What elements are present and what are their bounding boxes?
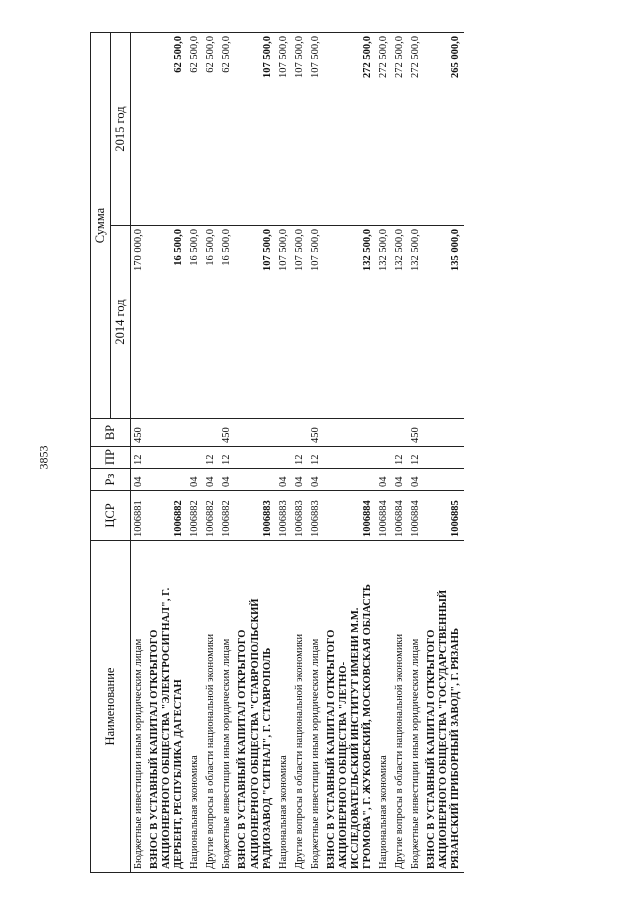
rotated-page (90, 33, 640, 873)
row-pr (424, 447, 464, 469)
row-csr: 1006883 (308, 491, 324, 541)
row-rz (235, 469, 275, 491)
row-pr: 12 (219, 447, 235, 469)
table-row (203, 33, 219, 873)
table-row (187, 33, 203, 873)
row-rz: 04 (392, 469, 408, 491)
row-vr (235, 419, 275, 447)
row-sum-2015: 62 500,0 (147, 33, 187, 226)
row-csr: 1006883 (235, 491, 275, 541)
row-csr: 1006883 (292, 491, 308, 541)
table-row (392, 33, 408, 873)
row-csr: 1006885 (424, 491, 464, 541)
table-row (376, 33, 392, 873)
row-name: Национальная экономика (276, 541, 292, 873)
row-pr: 12 (392, 447, 408, 469)
row-pr: 12 (131, 447, 148, 469)
row-sum-2015: 272 500,0 (392, 33, 408, 226)
row-sum-2014: 107 500,0 (235, 226, 275, 419)
row-csr: 1006882 (219, 491, 235, 541)
row-sum-2014: 107 500,0 (308, 226, 324, 419)
header-sum: Сумма (91, 33, 111, 419)
table-row (276, 33, 292, 873)
row-rz: 04 (376, 469, 392, 491)
row-vr (187, 419, 203, 447)
row-vr (292, 419, 308, 447)
table-row (308, 33, 324, 873)
header-year-2014: 2014 год (111, 226, 131, 419)
row-name: Национальная экономика (187, 541, 203, 873)
row-sum-2014: 132 500,0 (376, 226, 392, 419)
row-sum-2015: 62 500,0 (219, 33, 235, 226)
row-sum-2015: 272 500,0 (324, 33, 376, 226)
row-sum-2014: 16 500,0 (147, 226, 187, 419)
row-vr: 450 (408, 419, 424, 447)
table-row (235, 33, 275, 873)
row-sum-2014: 170 000,0 (131, 226, 148, 419)
row-sum-2014: 16 500,0 (219, 226, 235, 419)
row-rz: 04 (219, 469, 235, 491)
header-name: Наименование (91, 541, 131, 873)
row-name: Бюджетные инвестиции иным юридическим лицам (408, 541, 424, 873)
header-vr: ВР (91, 419, 131, 447)
row-csr: 1006884 (376, 491, 392, 541)
row-sum-2015 (131, 33, 148, 226)
row-vr: 450 (308, 419, 324, 447)
row-vr (276, 419, 292, 447)
row-sum-2015: 272 500,0 (408, 33, 424, 226)
table-row (408, 33, 424, 873)
table-row (131, 33, 148, 873)
table-row (147, 33, 187, 873)
table-row (292, 33, 308, 873)
row-csr: 1006884 (408, 491, 424, 541)
row-pr: 12 (408, 447, 424, 469)
row-csr: 1006882 (147, 491, 187, 541)
row-pr (187, 447, 203, 469)
row-rz (424, 469, 464, 491)
row-pr: 12 (308, 447, 324, 469)
row-vr (147, 419, 187, 447)
row-sum-2014: 132 500,0 (324, 226, 376, 419)
table-body (131, 33, 465, 873)
row-sum-2015: 62 500,0 (203, 33, 219, 226)
row-vr (424, 419, 464, 447)
row-pr (276, 447, 292, 469)
row-sum-2014: 132 500,0 (392, 226, 408, 419)
row-pr: 12 (203, 447, 219, 469)
row-pr (235, 447, 275, 469)
budget-table (90, 32, 464, 873)
row-rz: 04 (308, 469, 324, 491)
header-rz: Рз (91, 469, 131, 491)
row-rz (147, 469, 187, 491)
table-row (219, 33, 235, 873)
row-vr: 450 (219, 419, 235, 447)
header-year-2015: 2015 год (111, 33, 131, 226)
row-rz: 04 (131, 469, 148, 491)
page-number: 3853 (36, 445, 51, 470)
row-rz: 04 (276, 469, 292, 491)
row-sum-2014: 107 500,0 (276, 226, 292, 419)
row-name: Другие вопросы в области национальной экономики (292, 541, 308, 873)
row-csr: 1006882 (187, 491, 203, 541)
row-rz: 04 (408, 469, 424, 491)
row-csr: 1006882 (203, 491, 219, 541)
row-vr (203, 419, 219, 447)
row-vr (324, 419, 376, 447)
row-name: Бюджетные инвестиции иным юридическим лицам (219, 541, 235, 873)
header-csr: ЦСР (91, 491, 131, 541)
row-sum-2014: 132 500,0 (408, 226, 424, 419)
table-row (424, 33, 464, 873)
row-name: Бюджетные инвестиции иным юридическим лицам (131, 541, 148, 873)
row-rz (324, 469, 376, 491)
table-row (324, 33, 376, 873)
row-sum-2015: 62 500,0 (187, 33, 203, 226)
row-csr: 1006884 (324, 491, 376, 541)
row-pr (376, 447, 392, 469)
row-vr: 450 (131, 419, 148, 447)
row-rz: 04 (203, 469, 219, 491)
row-sum-2015: 107 500,0 (276, 33, 292, 226)
row-name: ВЗНОС В УСТАВНЫЙ КАПИТАЛ ОТКРЫТОГО АКЦИОНЕРНОГО ОБЩЕСТВА "ЛЕТНО-ИССЛЕДОВАТЕЛЬСКИЙ ИНСТИТУТ ИМЕНИ М.М. ГРОМОВА", Г. ЖУКОВСКИЙ, МОСКОВСКАЯ ОБЛАСТЬ (324, 541, 376, 873)
row-rz: 04 (187, 469, 203, 491)
row-pr (147, 447, 187, 469)
row-sum-2014: 16 500,0 (203, 226, 219, 419)
row-sum-2015: 107 500,0 (292, 33, 308, 226)
row-name: ВЗНОС В УСТАВНЫЙ КАПИТАЛ ОТКРЫТОГО АКЦИОНЕРНОГО ОБЩЕСТВА "СТАВРОПОЛЬСКИЙ РАДИОЗАВОД "СИГНАЛ", Г. СТАВРОПОЛЬ (235, 541, 275, 873)
row-name: ВЗНОС В УСТАВНЫЙ КАПИТАЛ ОТКРЫТОГО АКЦИОНЕРНОГО ОБЩЕСТВА "ГОСУДАРСТВЕННЫЙ РЯЗАНСКИЙ ПРИБОРНЫЙ ЗАВОД", Г. РЯЗАНЬ (424, 541, 464, 873)
row-name: Другие вопросы в области национальной экономики (203, 541, 219, 873)
row-vr (376, 419, 392, 447)
row-sum-2014: 16 500,0 (187, 226, 203, 419)
row-sum-2015: 107 500,0 (235, 33, 275, 226)
row-csr: 1006881 (131, 491, 148, 541)
row-sum-2014: 107 500,0 (292, 226, 308, 419)
row-pr (324, 447, 376, 469)
row-name: Другие вопросы в области национальной экономики (392, 541, 408, 873)
row-csr: 1006883 (276, 491, 292, 541)
row-name: ВЗНОС В УСТАВНЫЙ КАПИТАЛ ОТКРЫТОГО АКЦИОНЕРНОГО ОБЩЕСТВА "ЭЛЕКТРОСИГНАЛ", Г. ДЕРБЕНТ, РЕСПУБЛИКА ДАГЕСТАН (147, 541, 187, 873)
row-rz: 04 (292, 469, 308, 491)
row-name: Национальная экономика (376, 541, 392, 873)
row-sum-2014: 135 000,0 (424, 226, 464, 419)
row-csr: 1006884 (392, 491, 408, 541)
row-pr: 12 (292, 447, 308, 469)
header-pr: ПР (91, 447, 131, 469)
row-sum-2015: 107 500,0 (308, 33, 324, 226)
row-vr (392, 419, 408, 447)
row-name: Бюджетные инвестиции иным юридическим лицам (308, 541, 324, 873)
row-sum-2015: 272 500,0 (376, 33, 392, 226)
row-sum-2015: 265 000,0 (424, 33, 464, 226)
